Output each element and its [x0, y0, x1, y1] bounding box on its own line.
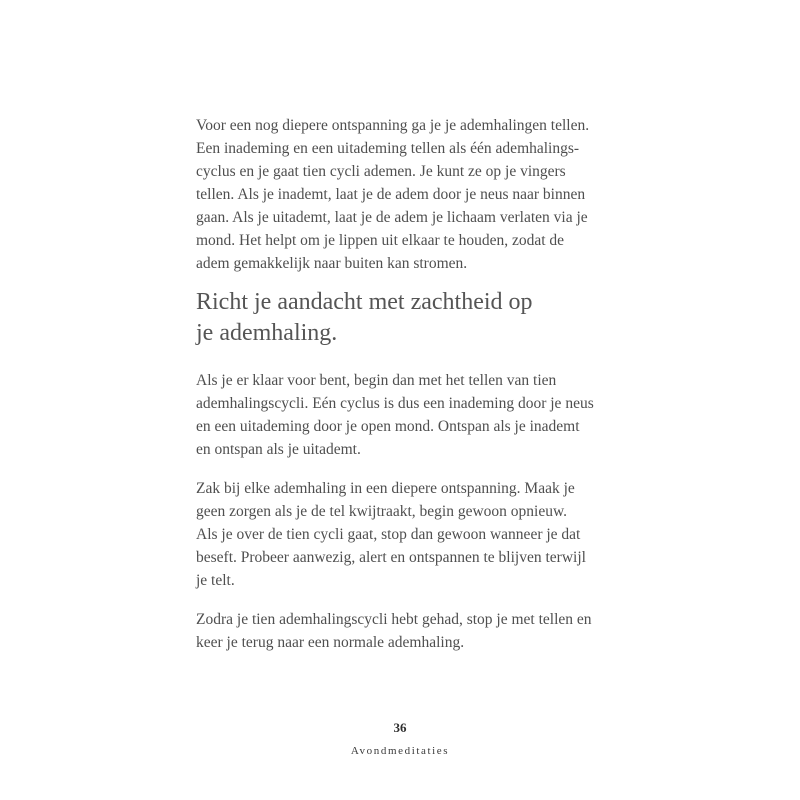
- paragraph-counting: [196, 369, 594, 461]
- text-line: adem gemakkelijk naar buiten kan stromen.: [196, 255, 468, 272]
- text-line: cyclus en je gaat tien cycli ademen. Je kunt ze op je vingers: [196, 163, 566, 180]
- text-line: Zodra je tien ademhalingscycli hebt gehad, stop je met tellen en: [196, 611, 592, 628]
- text-line: mond. Het helpt om je lippen uit elkaar te houden, zodat de: [196, 232, 565, 249]
- text-line: en een uitademing door je open mond. Ontspan als je inademt: [196, 418, 580, 435]
- section-heading: [196, 287, 533, 349]
- text-line: Als je over de tien cycli gaat, stop dan gewoon wanneer je dat: [196, 526, 581, 543]
- text-line: tellen. Als je inademt, laat je de adem door je neus naar binnen: [196, 186, 586, 203]
- text-line: gaan. Als je uitademt, laat je de adem je lichaam verlaten via je: [196, 209, 588, 226]
- text-line: Voor een nog diepere ontspanning ga je je ademhalingen tellen.: [196, 117, 590, 134]
- text-line: en ontspan als je uitademt.: [196, 441, 361, 458]
- text-line: Een inademing en een uitademing tellen als één ademhalings-: [196, 140, 580, 157]
- text-line: keer je terug naar een normale ademhaling.: [196, 634, 465, 651]
- text-line: Zak bij elke ademhaling in een diepere ontspanning. Maak je: [196, 480, 575, 497]
- text-line: Als je er klaar voor bent, begin dan met het tellen van tien: [196, 372, 557, 389]
- page-number: 36: [393, 720, 407, 735]
- heading-line: Richt je aandacht met zachtheid op: [196, 289, 533, 315]
- text-line: geen zorgen als je de tel kwijtraakt, begin gewoon opnieuw.: [196, 503, 568, 520]
- text-line: je telt.: [196, 572, 235, 589]
- text-line: beseft. Probeer aanwezig, alert en ontspannen te blijven terwijl: [196, 549, 586, 566]
- paragraph-relaxation: [196, 477, 586, 592]
- text-line: ademhalingscycli. Eén cyclus is dus een inademing door je neus: [196, 395, 594, 412]
- paragraph-closing: [196, 608, 592, 654]
- running-footer-chapter: Avondmeditaties: [350, 745, 450, 757]
- paragraph-intro: [196, 114, 589, 275]
- heading-line: je ademhaling.: [196, 320, 338, 346]
